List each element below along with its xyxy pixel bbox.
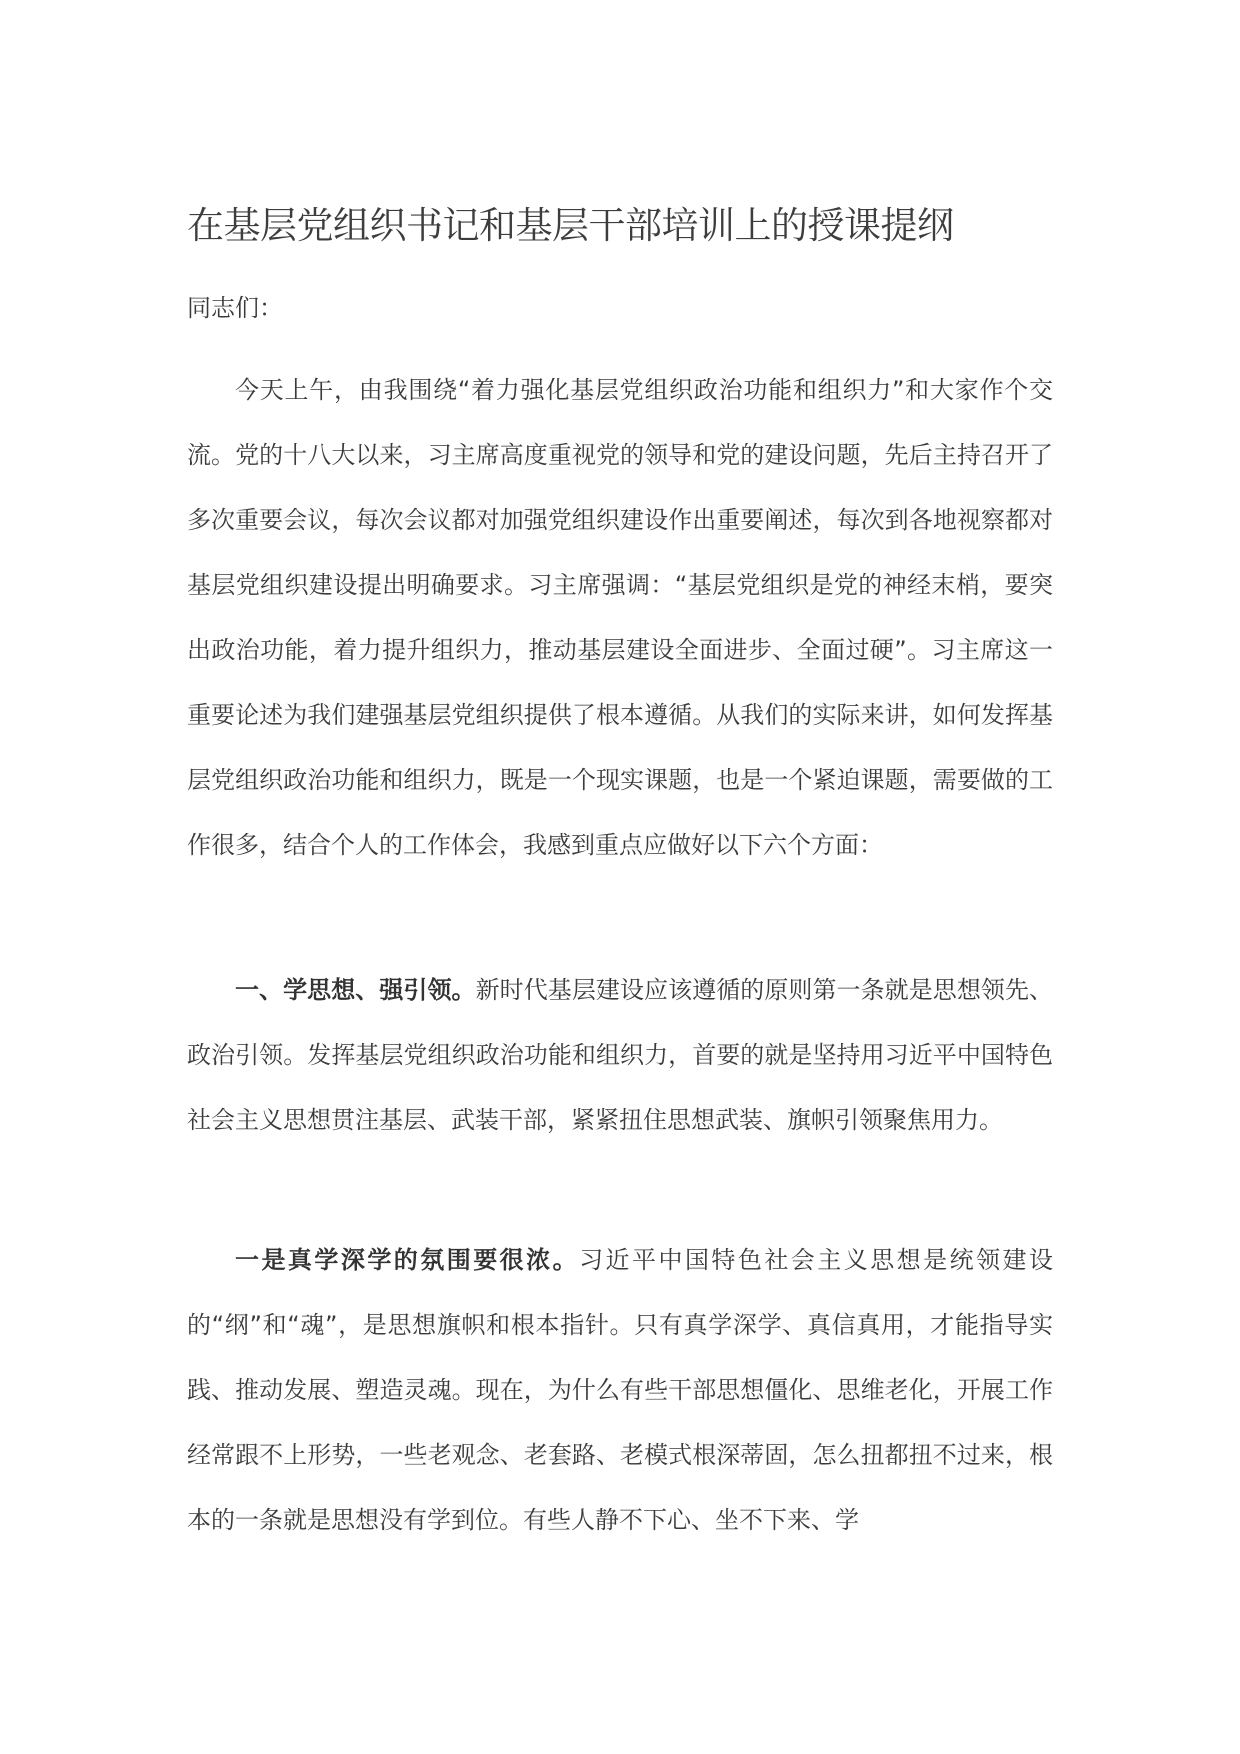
- document-title: 在基层党组织书记和基层干部培训上的授课提纲: [187, 204, 954, 247]
- paragraph-subsection-one: [187, 1228, 1053, 1553]
- paragraph-section-one: [187, 958, 1053, 1153]
- subsection-heading: 一是真学深学的氛围要很浓。: [235, 1246, 580, 1274]
- section-heading: 一、学思想、强引领。: [235, 976, 476, 1004]
- paragraph-text: 习近平中国特色社会主义思想是统领建设的“纲”和“魂”，是思想旗帜和根本指针。只有真学深学、真信真用，才能指导实践、推动发展、塑造灵魂。现在，为什么有些干部思想僵化、思维老化，开展工作经常跟不上形势，一些老观念、老套路、老模式根深蒂固，怎么扭都扭不过来，根本的一条就是思想没有学到位。有些人静不下心、坐不下来、学: [187, 1246, 1054, 1534]
- salutation: 同志们：: [187, 294, 283, 322]
- paragraph-intro: [187, 358, 1053, 878]
- paragraph-text: 新时代基层建设应该遵循的原则第一条就是思想领先、政治引领。发挥基层党组织政治功能和组织力，首要的就是坚持用习近平中国特色社会主义思想贯注基层、武装干部，紧紧扭住思想武装、旗帜引领聚焦用力。: [187, 976, 1054, 1134]
- paragraph-text: 今天上午，由我围绕“着力强化基层党组织政治功能和组织力”和大家作个交流。党的十八大以来，习主席高度重视党的领导和党的建设问题，先后主持召开了多次重要会议，每次会议都对加强党组织建设作出重要阐述，每次到各地视察都对基层党组织建设提出明确要求。习主席强调：“基层党组织是党的神经末梢，要突出政治功能，着力提升组织力，推动基层建设全面进步、全面过硬”。习主席这一重要论述为我们建强基层党组织提供了根本遵循。从我们的实际来讲，如何发挥基层党组织政治功能和组织力，既是一个现实课题，也是一个紧迫课题，需要做的工作很多，结合个人的工作体会，我感到重点应做好以下六个方面：: [187, 376, 1053, 859]
